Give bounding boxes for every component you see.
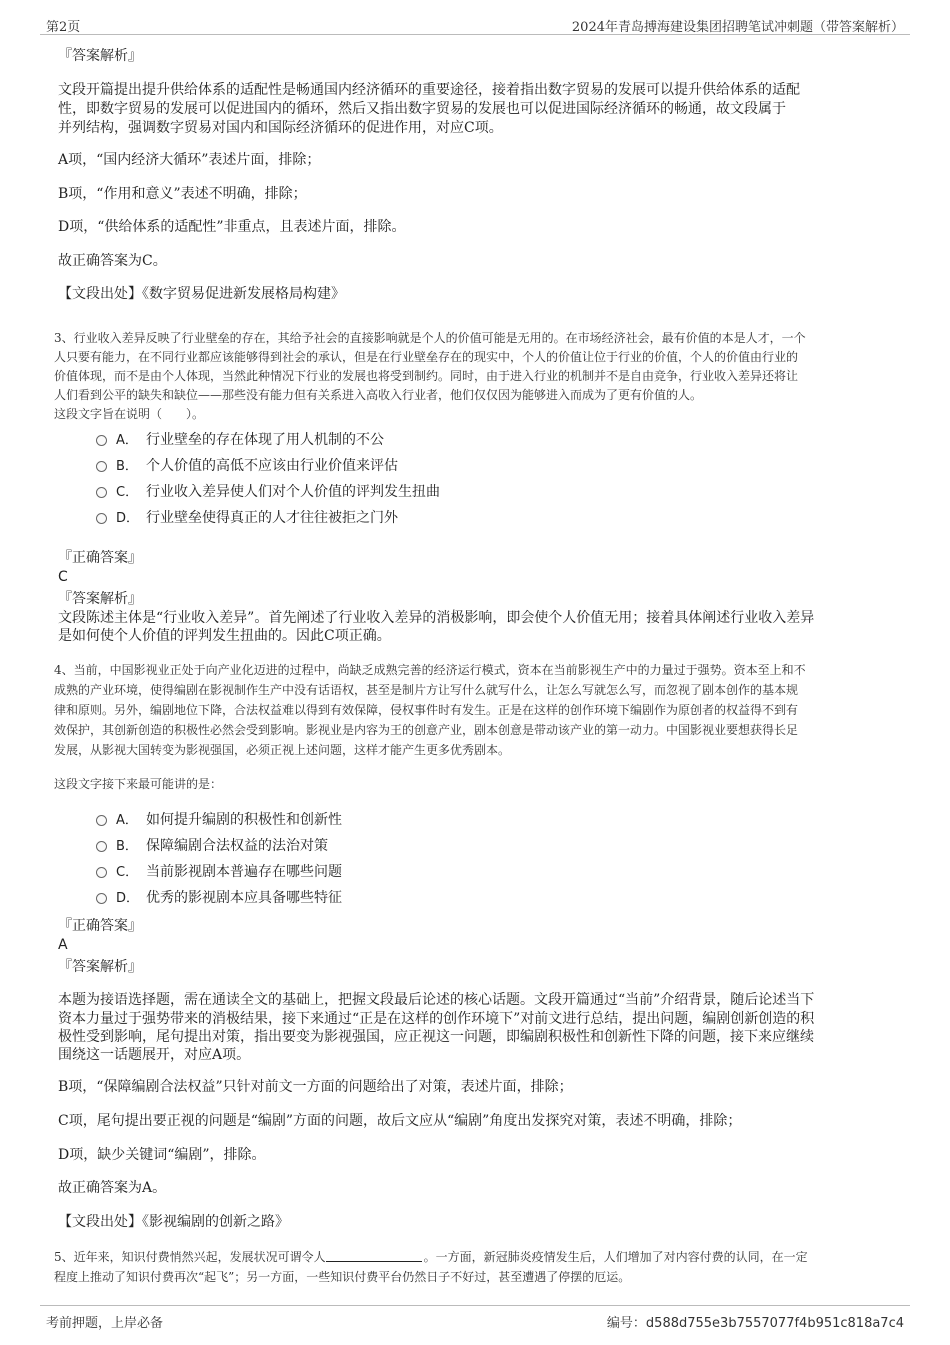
radio-icon[interactable] xyxy=(96,461,107,472)
q4-answer-title: 『正确答案』 xyxy=(58,918,142,934)
q4-option-a[interactable] xyxy=(96,810,342,831)
q4-option-c-note: C项，尾句提出要正视的问题是“编剧”方面的问题，故后文应从“编剧”角度出发探究对策，表述不明确，排除； xyxy=(58,1113,742,1129)
q4-option-b[interactable] xyxy=(96,836,328,857)
q4-option-d[interactable] xyxy=(96,888,342,909)
q4-answer: A xyxy=(58,937,68,953)
q3-analysis-line-1: 文段陈述主体是“行业收入差异”。首先阐述了行业收入差异的消极影响，即会使个人价值无用；接着具体阐述行业收入差异 xyxy=(58,610,815,626)
document-title: 2024年青岛搏海建设集团招聘笔试冲刺题（带答案解析） xyxy=(571,20,904,35)
q2-option-d-note: D项，“供给体系的适配性”非重点，且表述片面，排除。 xyxy=(58,219,406,235)
radio-icon[interactable] xyxy=(96,893,107,904)
option-letter: B． xyxy=(116,459,138,474)
option-text: 保障编剧合法权益的法治对策 xyxy=(146,838,328,854)
radio-icon[interactable] xyxy=(96,867,107,878)
q4-option-c[interactable] xyxy=(96,862,342,883)
q2-analysis-line-3: 并列结构，强调数字贸易对国内和国际经济循环的促进作用，对应C项。 xyxy=(58,120,503,136)
code-value: d588d755e3b7557077f4b951c818a7c4 xyxy=(645,1316,904,1331)
q3-text-line-2: 人只要有能力，在不同行业都应该能够得到社会的承认，但是在行业壁垒存在的现实中，个人的价值让位于行业的价值，个人的价值由行业的 xyxy=(54,350,799,364)
page-header xyxy=(40,12,910,35)
radio-icon[interactable] xyxy=(96,513,107,524)
q4-analysis-title: 『答案解析』 xyxy=(58,959,142,975)
option-text: 如何提升编剧的积极性和创新性 xyxy=(146,812,342,828)
q3-text-line-1: 3、行业收入差异反映了行业壁垒的存在，其给予社会的直接影响就是个人的价值可能是无用的。在市场经济社会，最有价值的本是人才，一个 xyxy=(54,331,806,345)
q3-analysis-title: 『答案解析』 xyxy=(58,591,142,607)
q2-source: 【文段出处】《数字贸易促进新发展格局构建》 xyxy=(58,286,345,302)
q4-conclusion: 故正确答案为A。 xyxy=(58,1180,167,1196)
option-text: 当前影视剧本普遍存在哪些问题 xyxy=(146,864,342,880)
q4-text-line-4: 效保护，其创新创造的积极性必然会受到影响。影视业是内容为王的创意产业，剧本创意是带动该产业的第一动力。中国影视业要想获得长足 xyxy=(54,723,799,737)
q4-source: 【文段出处】《影视编剧的创新之路》 xyxy=(58,1214,289,1230)
q3-option-b[interactable] xyxy=(96,456,398,477)
q4-text-line-3: 律和原则。另外，编剧地位下降，合法权益难以得到有效保障，侵权事件时有发生。正是在这样的创作环境下编剧作为原创者的权益得不到有 xyxy=(54,703,799,717)
option-letter: D． xyxy=(116,511,140,526)
option-text: 优秀的影视剧本应具备哪些特征 xyxy=(146,890,342,906)
q3-option-d[interactable] xyxy=(96,508,398,529)
option-letter: A． xyxy=(116,813,138,828)
q4-option-b-note: B项，“保障编剧合法权益”只针对前文一方面的问题给出了对策，表述片面，排除； xyxy=(58,1079,573,1095)
fill-in-blank xyxy=(326,1249,422,1262)
q5-text-before-blank: 5、近年来，知识付费悄然兴起，发展状况可谓令人 xyxy=(54,1250,326,1264)
page-number: 第2页 xyxy=(46,20,81,35)
q4-text-line-5: 发展，从影视大国转变为影视强国，必须正视上述问题，这样才能产生更多优秀剧本。 xyxy=(54,743,511,757)
radio-icon[interactable] xyxy=(96,487,107,498)
code-label: 编号： xyxy=(606,1316,646,1331)
radio-icon[interactable] xyxy=(96,815,107,826)
q3-text-line-3: 价值体现，而不是由个人体现，当然此种情况下行业的发展也将受到制约。同时，由于进入行业的机制并不是自由竞争，行业收入差异还将让 xyxy=(54,369,799,383)
q3-text-line-4: 人们看到公平的缺失和缺位——那些没有能力但有关系进入高收入行业者，他们仅仅因为能够进入而成为了更有价值的人。 xyxy=(54,388,703,402)
q3-question: 这段文字旨在说明（ ）。 xyxy=(54,407,205,421)
q4-analysis-line-1: 本题为接语选择题，需在通读全文的基础上，把握文段最后论述的核心话题。文段开篇通过“当前”介绍背景，随后论述当下 xyxy=(58,992,815,1008)
q3-answer: C xyxy=(58,569,68,585)
q4-analysis-line-4: 围绕这一话题展开，对应A项。 xyxy=(58,1047,251,1063)
radio-icon[interactable] xyxy=(96,841,107,852)
q2-option-a-note: A项，“国内经济大循环”表述片面，排除； xyxy=(58,152,321,168)
q4-option-d-note: D项，缺少关键词“编剧”，排除。 xyxy=(58,1147,266,1163)
q4-text-line-2: 成熟的产业环境，使得编剧在影视制作生产中没有话语权，甚至是制片方让写什么就写什么，让怎么写就怎么写，而忽视了剧本创作的基本规 xyxy=(54,683,799,697)
q5-text-line-1 xyxy=(54,1247,896,1267)
option-letter: D． xyxy=(116,891,140,906)
q2-conclusion: 故正确答案为C。 xyxy=(58,253,167,269)
option-letter: A． xyxy=(116,433,138,448)
q4-analysis-line-2: 资本力量过于强势带来的消极结果，接下来通过“正是在这样的创作环境下”对前文进行总结，提出问题，编剧创新创造的积 xyxy=(58,1011,815,1027)
q4-analysis-line-3: 极性受到影响，尾句提出对策，指出要变为影视强国，应正视这一问题，即编剧积极性和创新性下降的问题，接下来应继续 xyxy=(58,1029,814,1045)
option-text: 行业收入差异使人们对个人价值的评判发生扭曲 xyxy=(146,484,440,500)
q2-option-b-note: B项，“作用和意义”表述不明确，排除； xyxy=(58,186,307,202)
q5-text-after-blank: 。一方面，新冠肺炎疫情发生后，人们增加了对内容付费的认同，在一定 xyxy=(423,1250,808,1264)
option-text: 行业壁垒使得真正的人才往往被拒之门外 xyxy=(146,510,398,526)
q2-analysis-line-1: 文段开篇提出提升供给体系的适配性是畅通国内经济循环的重要途径，接着指出数字贸易的发展可以提升供给体系的适配 xyxy=(58,82,800,98)
page-footer xyxy=(40,1305,910,1331)
q3-option-a[interactable] xyxy=(96,430,384,451)
q2-analysis-title: 『答案解析』 xyxy=(58,48,142,64)
q2-analysis-line-2: 性，即数字贸易的发展可以促进国内的循环，然后又指出数字贸易的发展也可以促进国际经济循环的畅通，故文段属于 xyxy=(58,101,786,117)
option-letter: B． xyxy=(116,839,138,854)
q4-text-line-1: 4、当前，中国影视业正处于向产业化迈进的过程中，尚缺乏成熟完善的经济运行模式，资本在当前影视生产中的力量过于强势。资本至上和不 xyxy=(54,663,806,677)
radio-icon[interactable] xyxy=(96,435,107,446)
q3-answer-title: 『正确答案』 xyxy=(58,550,142,566)
document-code xyxy=(607,1312,904,1331)
option-letter: C． xyxy=(116,865,139,880)
option-letter: C． xyxy=(116,485,139,500)
footer-slogan: 考前押题，上岸必备 xyxy=(46,1316,164,1331)
q3-analysis-line-2: 是如何使个人价值的评判发生扭曲的。因此C项正确。 xyxy=(58,628,391,644)
option-text: 行业壁垒的存在体现了用人机制的不公 xyxy=(146,432,384,448)
q4-prompt: 这段文字接下来最可能讲的是： xyxy=(54,777,223,791)
q3-option-c[interactable] xyxy=(96,482,440,503)
q5-text-line-2: 程度上推动了知识付费再次“起飞”；另一方面，一些知识付费平台仍然日子不好过，甚至遭遇了停摆的厄运。 xyxy=(54,1270,631,1284)
option-text: 个人价值的高低不应该由行业价值来评估 xyxy=(146,458,398,474)
